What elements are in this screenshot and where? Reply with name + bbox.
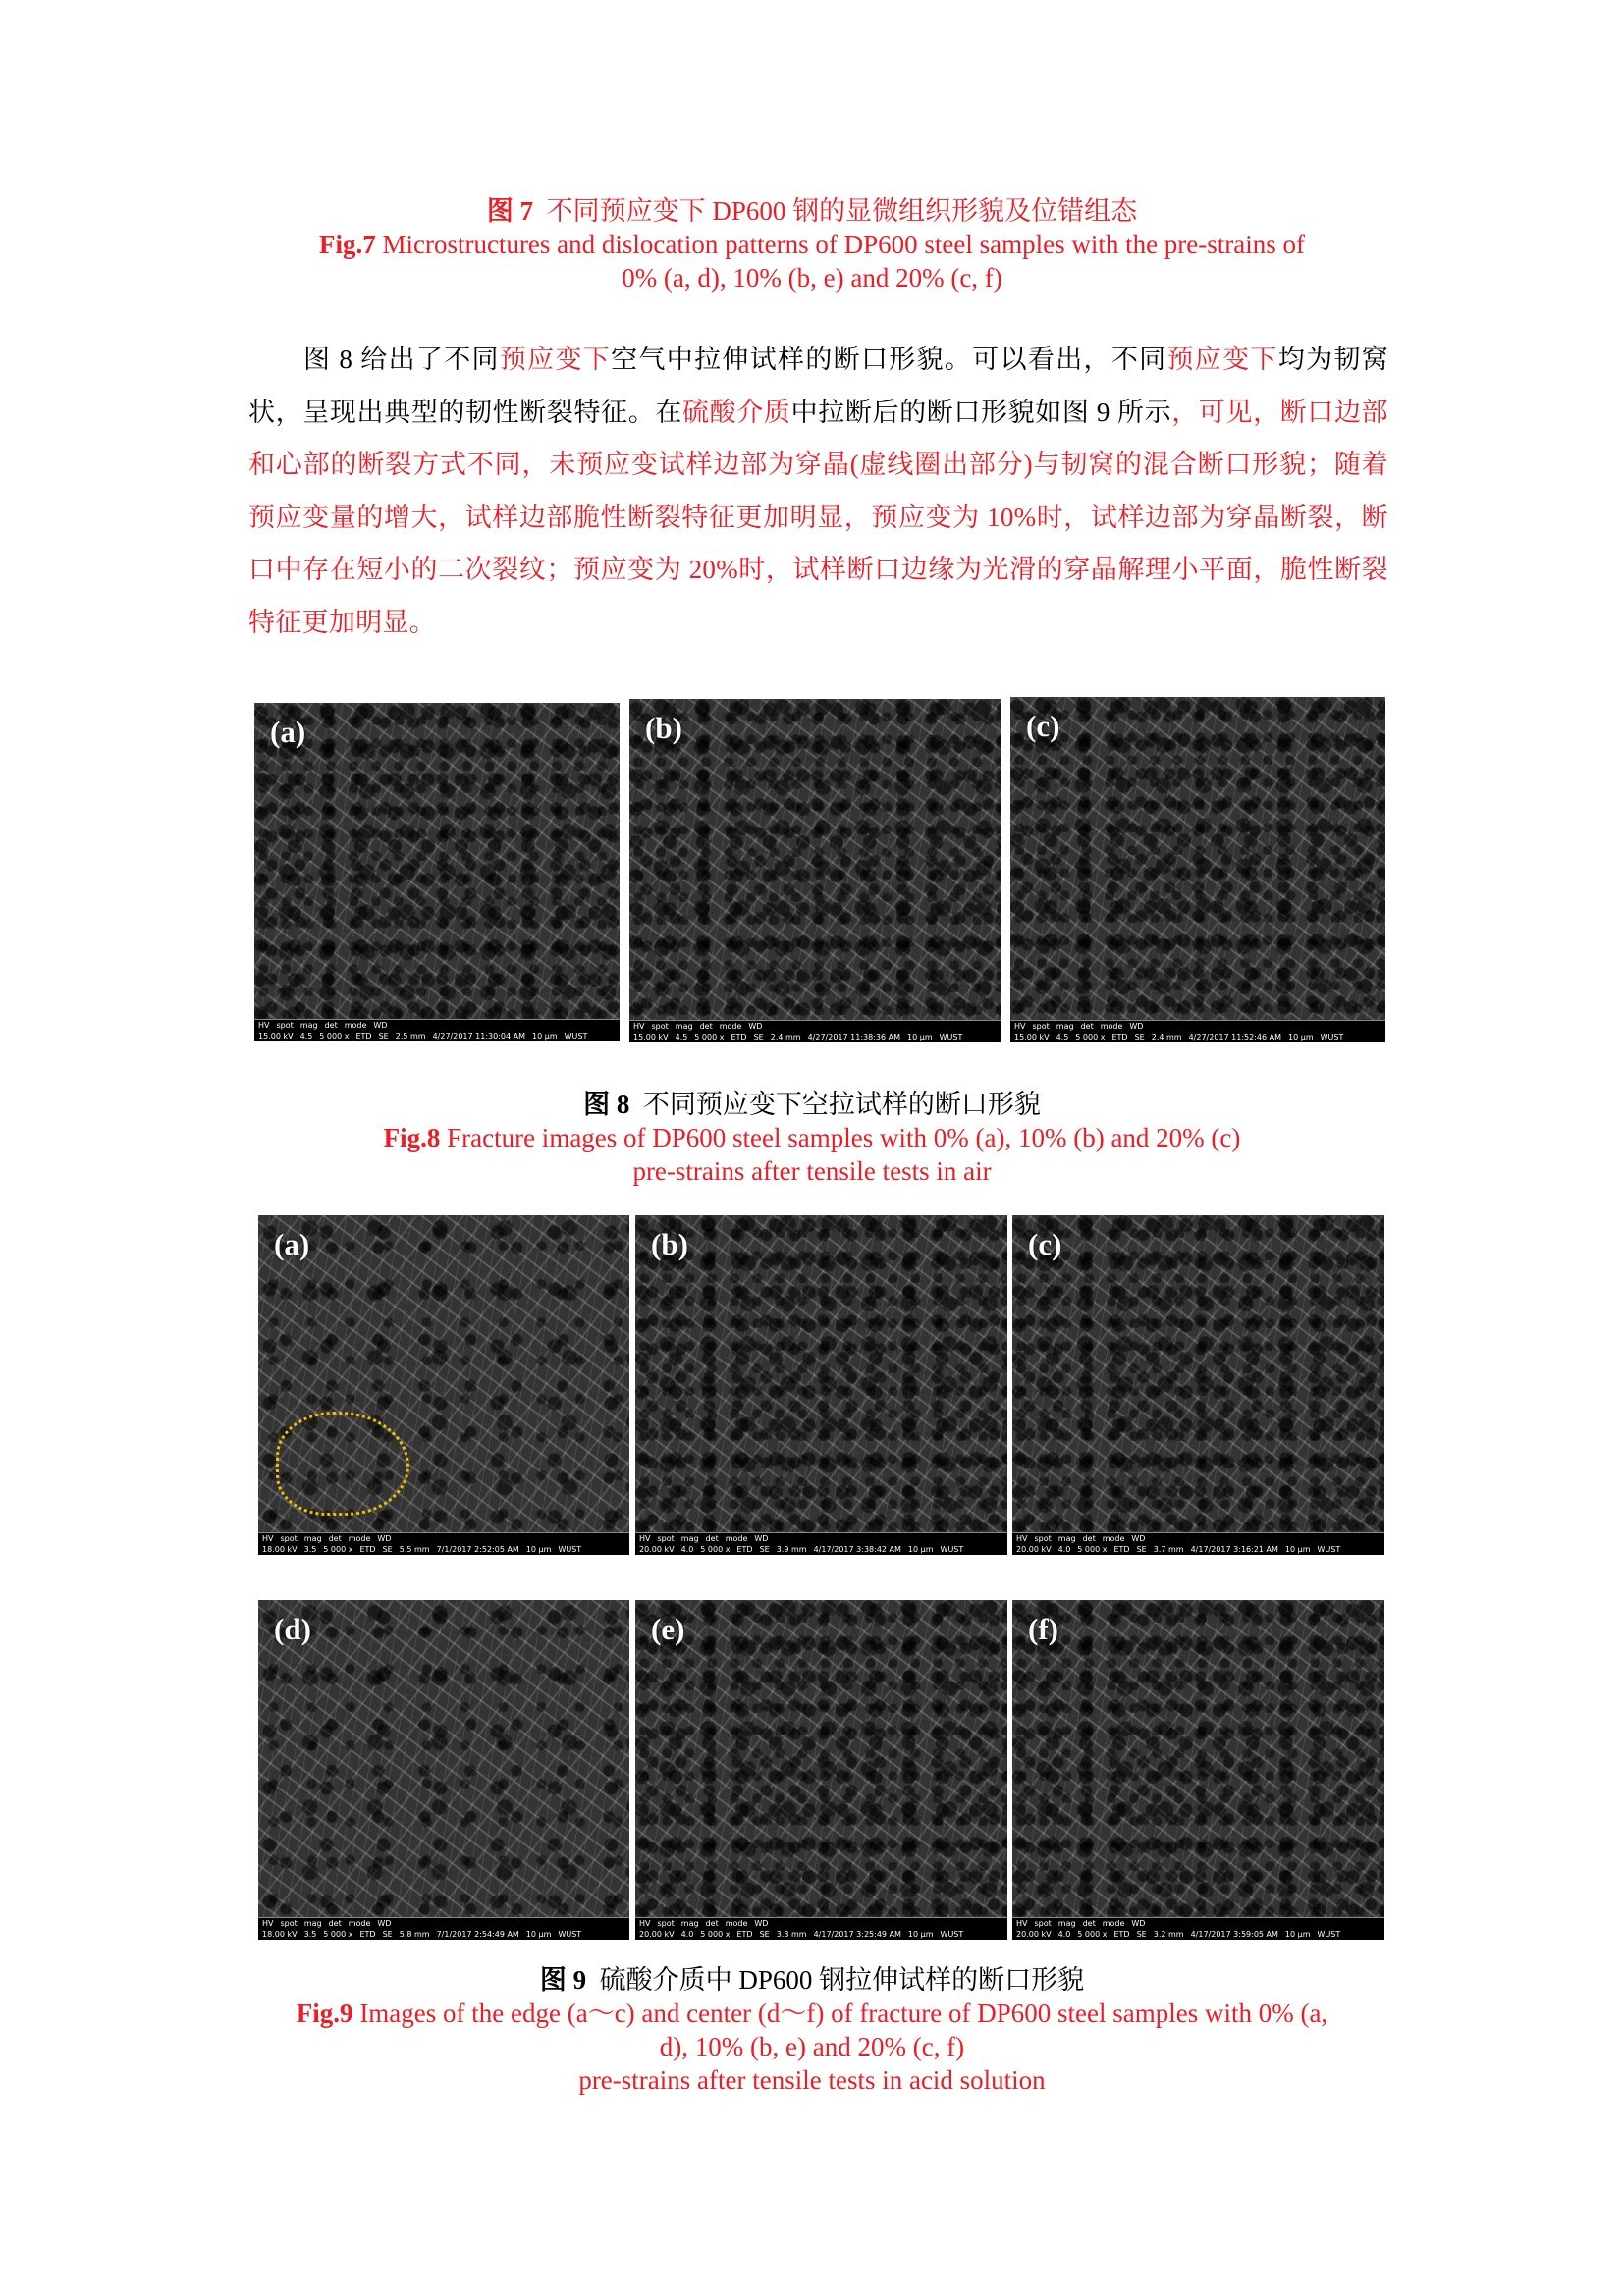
- info-label-hv: HV: [1014, 1022, 1026, 1031]
- info-label-hv: HV: [262, 1534, 274, 1543]
- sem-image-panel: [1010, 697, 1385, 1042]
- fig8-title-en-line1: Fracture images of DP600 steel samples with 0% (a), 10% (b) and 20% (c): [447, 1123, 1241, 1152]
- para-s8: ，可见，断口边部和心部的断裂方式不同，未预应变试样边部为穿晶(虚线圈出部分)与韧窝的混合断口形貌；随着预应变量的增大，试样边部脆性断裂特征更加明显，预应变为 10%时，试样边部为穿晶断裂，断口中存在短小的二次裂纹；预应变为 20%时，试样断口边缘为光滑的穿晶解理小平面，脆性断裂特征更加明显。: [248, 397, 1388, 637]
- sem-image-panel: [629, 699, 1001, 1042]
- info-value-mode: SE: [759, 1930, 770, 1939]
- info-label-spot: spot: [657, 1534, 675, 1543]
- info-label-mag: mag: [303, 1919, 322, 1928]
- info-value-mode: SE: [753, 1033, 764, 1041]
- info-value-scale: 10 µm: [1284, 1930, 1311, 1939]
- info-label-wd: WD: [1131, 1919, 1146, 1928]
- panel-label: (b): [651, 1227, 688, 1261]
- info-value-time: 4/17/2017 3:38:42 AM: [813, 1545, 901, 1554]
- info-value-mag: 5 000 x: [323, 1930, 353, 1939]
- info-value-wd: 2.4 mm: [1151, 1033, 1182, 1041]
- info-label-hv: HV: [639, 1534, 651, 1543]
- fig7-label-cn: 图 7: [486, 196, 534, 226]
- info-label-spot: spot: [657, 1919, 675, 1928]
- info-label-mag: mag: [1057, 1534, 1076, 1543]
- info-label-spot: spot: [1032, 1022, 1050, 1031]
- info-label-det: det: [1082, 1534, 1096, 1543]
- info-value-time: 4/27/2017 11:30:04 AM: [432, 1032, 526, 1041]
- info-value-hv: 20.00 kV: [639, 1930, 675, 1939]
- info-value-scale: 10 µm: [525, 1545, 552, 1554]
- sem-info-bar: [1010, 1020, 1385, 1042]
- info-label-hv: HV: [258, 1021, 270, 1030]
- info-value-wd: 2.5 mm: [395, 1032, 426, 1041]
- para-s5: 均为韧窝状，呈现出典型的韧性断裂特征。在: [248, 345, 1389, 427]
- info-label-hv: HV: [1016, 1534, 1028, 1543]
- info-value-mode: SE: [759, 1545, 770, 1554]
- info-label-wd: WD: [377, 1534, 392, 1543]
- info-label-hv: HV: [639, 1919, 651, 1928]
- info-value-time: 4/17/2017 3:25:49 AM: [813, 1930, 901, 1939]
- info-value-mode: SE: [1134, 1033, 1145, 1041]
- info-label-det: det: [1082, 1919, 1096, 1928]
- sem-image-panel: [1012, 1600, 1384, 1940]
- info-value-hv: 18.00 kV: [262, 1930, 298, 1939]
- sem-info-bar: [629, 1020, 1001, 1042]
- info-value-spot: 3.5: [303, 1545, 317, 1554]
- fig7-title-en-line2: 0% (a, d), 10% (b, e) and 20% (c, f): [622, 263, 1002, 293]
- fig9-title-en-line2: d), 10% (b, e) and 20% (c, f): [659, 2032, 965, 2061]
- info-label-det: det: [328, 1534, 342, 1543]
- info-label-wd: WD: [754, 1534, 769, 1543]
- info-label-mode: mode: [348, 1534, 371, 1543]
- info-label-spot: spot: [651, 1022, 669, 1031]
- info-value-mag: 5 000 x: [323, 1545, 353, 1554]
- info-value-wd: 3.7 mm: [1153, 1545, 1184, 1554]
- info-label-mag: mag: [303, 1534, 322, 1543]
- info-label-spot: spot: [280, 1919, 298, 1928]
- info-label-det: det: [1080, 1022, 1094, 1031]
- panel-label: (e): [651, 1612, 685, 1646]
- info-label-mag: mag: [680, 1919, 699, 1928]
- info-value-det: ETD: [1113, 1545, 1130, 1554]
- info-value-mag: 5 000 x: [319, 1032, 350, 1041]
- info-label-spot: spot: [1034, 1919, 1052, 1928]
- info-value-spot: 4.0: [680, 1930, 694, 1939]
- info-value-det: ETD: [355, 1032, 372, 1041]
- info-value-hv: 15.00 kV: [258, 1032, 294, 1041]
- fig9-label-en: Fig.9: [296, 1999, 353, 2028]
- fig8-label-en: Fig.8: [383, 1123, 441, 1152]
- info-value-org: WUST: [940, 1930, 964, 1939]
- fig7-title-cn: 不同预应变下 DP600 钢的显微组织形貌及位错组态: [546, 196, 1138, 226]
- fig8-title-cn: 不同预应变下空拉试样的断口形貌: [642, 1090, 1041, 1119]
- info-value-hv: 15.00 kV: [633, 1033, 669, 1041]
- sem-info-bar: [258, 1917, 629, 1940]
- info-label-wd: WD: [1129, 1022, 1144, 1031]
- sem-image-panel: [1012, 1215, 1384, 1555]
- info-value-mag: 5 000 x: [1077, 1545, 1108, 1554]
- info-value-org: WUST: [940, 1545, 964, 1554]
- info-value-scale: 10 µm: [907, 1930, 934, 1939]
- info-label-det: det: [324, 1021, 338, 1030]
- panel-label: (a): [270, 715, 306, 749]
- info-label-mode: mode: [1100, 1022, 1123, 1031]
- info-value-mode: SE: [1136, 1545, 1147, 1554]
- info-label-hv: HV: [262, 1919, 274, 1928]
- fig9-label-cn: 图 9: [539, 1965, 587, 1995]
- info-value-time: 7/1/2017 2:54:49 AM: [436, 1930, 519, 1939]
- info-value-mag: 5 000 x: [700, 1545, 731, 1554]
- info-value-spot: 4.5: [1056, 1033, 1069, 1041]
- info-value-mag: 5 000 x: [694, 1033, 725, 1041]
- info-value-det: ETD: [359, 1930, 376, 1939]
- body-paragraph: [248, 334, 1388, 649]
- info-label-mode: mode: [1102, 1534, 1125, 1543]
- info-value-wd: 5.5 mm: [399, 1545, 430, 1554]
- info-value-scale: 10 µm: [907, 1545, 934, 1554]
- info-label-mode: mode: [725, 1534, 748, 1543]
- info-value-mag: 5 000 x: [700, 1930, 731, 1939]
- info-value-spot: 3.5: [303, 1930, 317, 1939]
- sem-image-panel: [258, 1215, 629, 1555]
- info-value-hv: 18.00 kV: [262, 1545, 298, 1554]
- fig8-title-en-line2: pre-strains after tensile tests in air: [632, 1156, 992, 1186]
- info-value-mode: SE: [1136, 1930, 1147, 1939]
- sem-image-panel: [258, 1600, 629, 1940]
- info-label-det: det: [705, 1919, 719, 1928]
- info-label-hv: HV: [633, 1022, 645, 1031]
- info-value-hv: 20.00 kV: [1016, 1930, 1052, 1939]
- info-value-hv: 20.00 kV: [1016, 1545, 1052, 1554]
- info-value-mag: 5 000 x: [1077, 1930, 1108, 1939]
- info-value-org: WUST: [1317, 1930, 1341, 1939]
- para-s3: 空气中拉伸试样的断口形貌。可以看出，不同: [611, 345, 1167, 374]
- info-value-org: WUST: [564, 1032, 588, 1041]
- info-label-wd: WD: [754, 1919, 769, 1928]
- info-value-det: ETD: [1113, 1930, 1130, 1939]
- sem-image-panel: [635, 1600, 1007, 1940]
- transgranular-region-outline: [276, 1412, 409, 1516]
- fig9-title-en-line1: Images of the edge (a～c) and center (d～f) of fracture of DP600 steel samples with 0% (a,: [359, 1999, 1328, 2028]
- sem-info-bar: [635, 1917, 1007, 1940]
- info-value-spot: 4.5: [299, 1032, 313, 1041]
- panel-label: (f): [1028, 1612, 1058, 1646]
- sem-info-bar: [1012, 1917, 1384, 1940]
- info-value-mode: SE: [382, 1545, 393, 1554]
- info-label-mode: mode: [719, 1022, 742, 1031]
- info-value-hv: 20.00 kV: [639, 1545, 675, 1554]
- info-label-spot: spot: [276, 1021, 294, 1030]
- info-value-det: ETD: [731, 1033, 747, 1041]
- info-value-det: ETD: [736, 1545, 753, 1554]
- info-label-wd: WD: [373, 1021, 388, 1030]
- info-value-org: WUST: [939, 1033, 963, 1041]
- info-value-wd: 3.2 mm: [1153, 1930, 1184, 1939]
- info-value-org: WUST: [558, 1545, 582, 1554]
- info-value-hv: 15.00 kV: [1014, 1033, 1050, 1041]
- info-value-scale: 10 µm: [532, 1032, 558, 1041]
- para-s6: 硫酸介质: [682, 397, 791, 427]
- info-label-mag: mag: [675, 1022, 693, 1031]
- fig7-caption: [245, 194, 1379, 294]
- info-label-wd: WD: [1131, 1534, 1146, 1543]
- info-value-mode: SE: [382, 1930, 393, 1939]
- info-label-mag: mag: [299, 1021, 318, 1030]
- info-value-spot: 4.0: [680, 1545, 694, 1554]
- info-value-time: 4/17/2017 3:16:21 AM: [1190, 1545, 1278, 1554]
- info-value-time: 4/27/2017 11:52:46 AM: [1188, 1033, 1282, 1041]
- info-label-hv: HV: [1016, 1919, 1028, 1928]
- para-s1: 图 8 给出了不同: [303, 345, 500, 374]
- sem-image-panel: [635, 1215, 1007, 1555]
- info-value-mag: 5 000 x: [1075, 1033, 1106, 1041]
- info-value-time: 7/1/2017 2:52:05 AM: [436, 1545, 519, 1554]
- panel-label: (a): [274, 1227, 310, 1261]
- info-label-mode: mode: [348, 1919, 371, 1928]
- info-value-scale: 10 µm: [1284, 1545, 1311, 1554]
- info-label-mag: mag: [1056, 1022, 1074, 1031]
- info-value-det: ETD: [736, 1930, 753, 1939]
- info-value-wd: 5.8 mm: [399, 1930, 430, 1939]
- info-value-det: ETD: [1111, 1033, 1128, 1041]
- info-value-wd: 2.4 mm: [770, 1033, 801, 1041]
- info-value-spot: 4.0: [1057, 1545, 1071, 1554]
- info-label-det: det: [328, 1919, 342, 1928]
- fig9-caption: [245, 1963, 1379, 2097]
- info-label-spot: spot: [280, 1534, 298, 1543]
- info-value-spot: 4.5: [675, 1033, 688, 1041]
- info-value-mode: SE: [378, 1032, 389, 1041]
- info-label-mode: mode: [1102, 1919, 1125, 1928]
- panel-label: (c): [1026, 709, 1060, 743]
- info-value-wd: 3.3 mm: [776, 1930, 807, 1939]
- info-value-wd: 3.9 mm: [776, 1545, 807, 1554]
- fig7-title-en-line1: Microstructures and dislocation patterns of DP600 steel samples with the pre-strains of: [382, 230, 1306, 259]
- sem-info-bar: [1012, 1532, 1384, 1555]
- info-value-time: 4/27/2017 11:38:36 AM: [807, 1033, 901, 1041]
- info-value-org: WUST: [1317, 1545, 1341, 1554]
- info-label-mag: mag: [1057, 1919, 1076, 1928]
- panel-label: (d): [274, 1612, 311, 1646]
- info-label-det: det: [705, 1534, 719, 1543]
- panel-label: (b): [645, 711, 682, 745]
- info-value-scale: 10 µm: [1288, 1033, 1314, 1041]
- fig9-title-en-line3: pre-strains after tensile tests in acid solution: [578, 2065, 1046, 2095]
- para-s4: 预应变下: [1166, 345, 1278, 374]
- info-value-org: WUST: [558, 1930, 582, 1939]
- para-s2: 预应变下: [499, 345, 612, 374]
- info-label-wd: WD: [377, 1919, 392, 1928]
- fig8-label-cn: 图 8: [583, 1090, 630, 1119]
- para-s7: 中拉断后的断口形貌如图 9 所示: [790, 397, 1172, 427]
- sem-info-bar: [258, 1532, 629, 1555]
- panel-label: (c): [1028, 1227, 1062, 1261]
- info-label-spot: spot: [1034, 1534, 1052, 1543]
- sem-info-bar: [254, 1019, 620, 1041]
- info-label-mode: mode: [725, 1919, 748, 1928]
- info-value-scale: 10 µm: [907, 1033, 933, 1041]
- info-label-wd: WD: [748, 1022, 763, 1031]
- info-label-det: det: [699, 1022, 713, 1031]
- sem-info-bar: [635, 1532, 1007, 1555]
- info-label-mode: mode: [344, 1021, 367, 1030]
- info-value-time: 4/17/2017 3:59:05 AM: [1190, 1930, 1278, 1939]
- info-label-mag: mag: [680, 1534, 699, 1543]
- sem-image-panel: [254, 703, 620, 1041]
- info-value-org: WUST: [1320, 1033, 1344, 1041]
- info-value-scale: 10 µm: [525, 1930, 552, 1939]
- info-value-det: ETD: [359, 1545, 376, 1554]
- info-value-spot: 4.0: [1057, 1930, 1071, 1939]
- fig7-label-en: Fig.7: [318, 230, 376, 259]
- fig9-title-cn: 硫酸介质中 DP600 钢拉伸试样的断口形貌: [599, 1965, 1085, 1995]
- fig8-caption: [245, 1088, 1379, 1188]
